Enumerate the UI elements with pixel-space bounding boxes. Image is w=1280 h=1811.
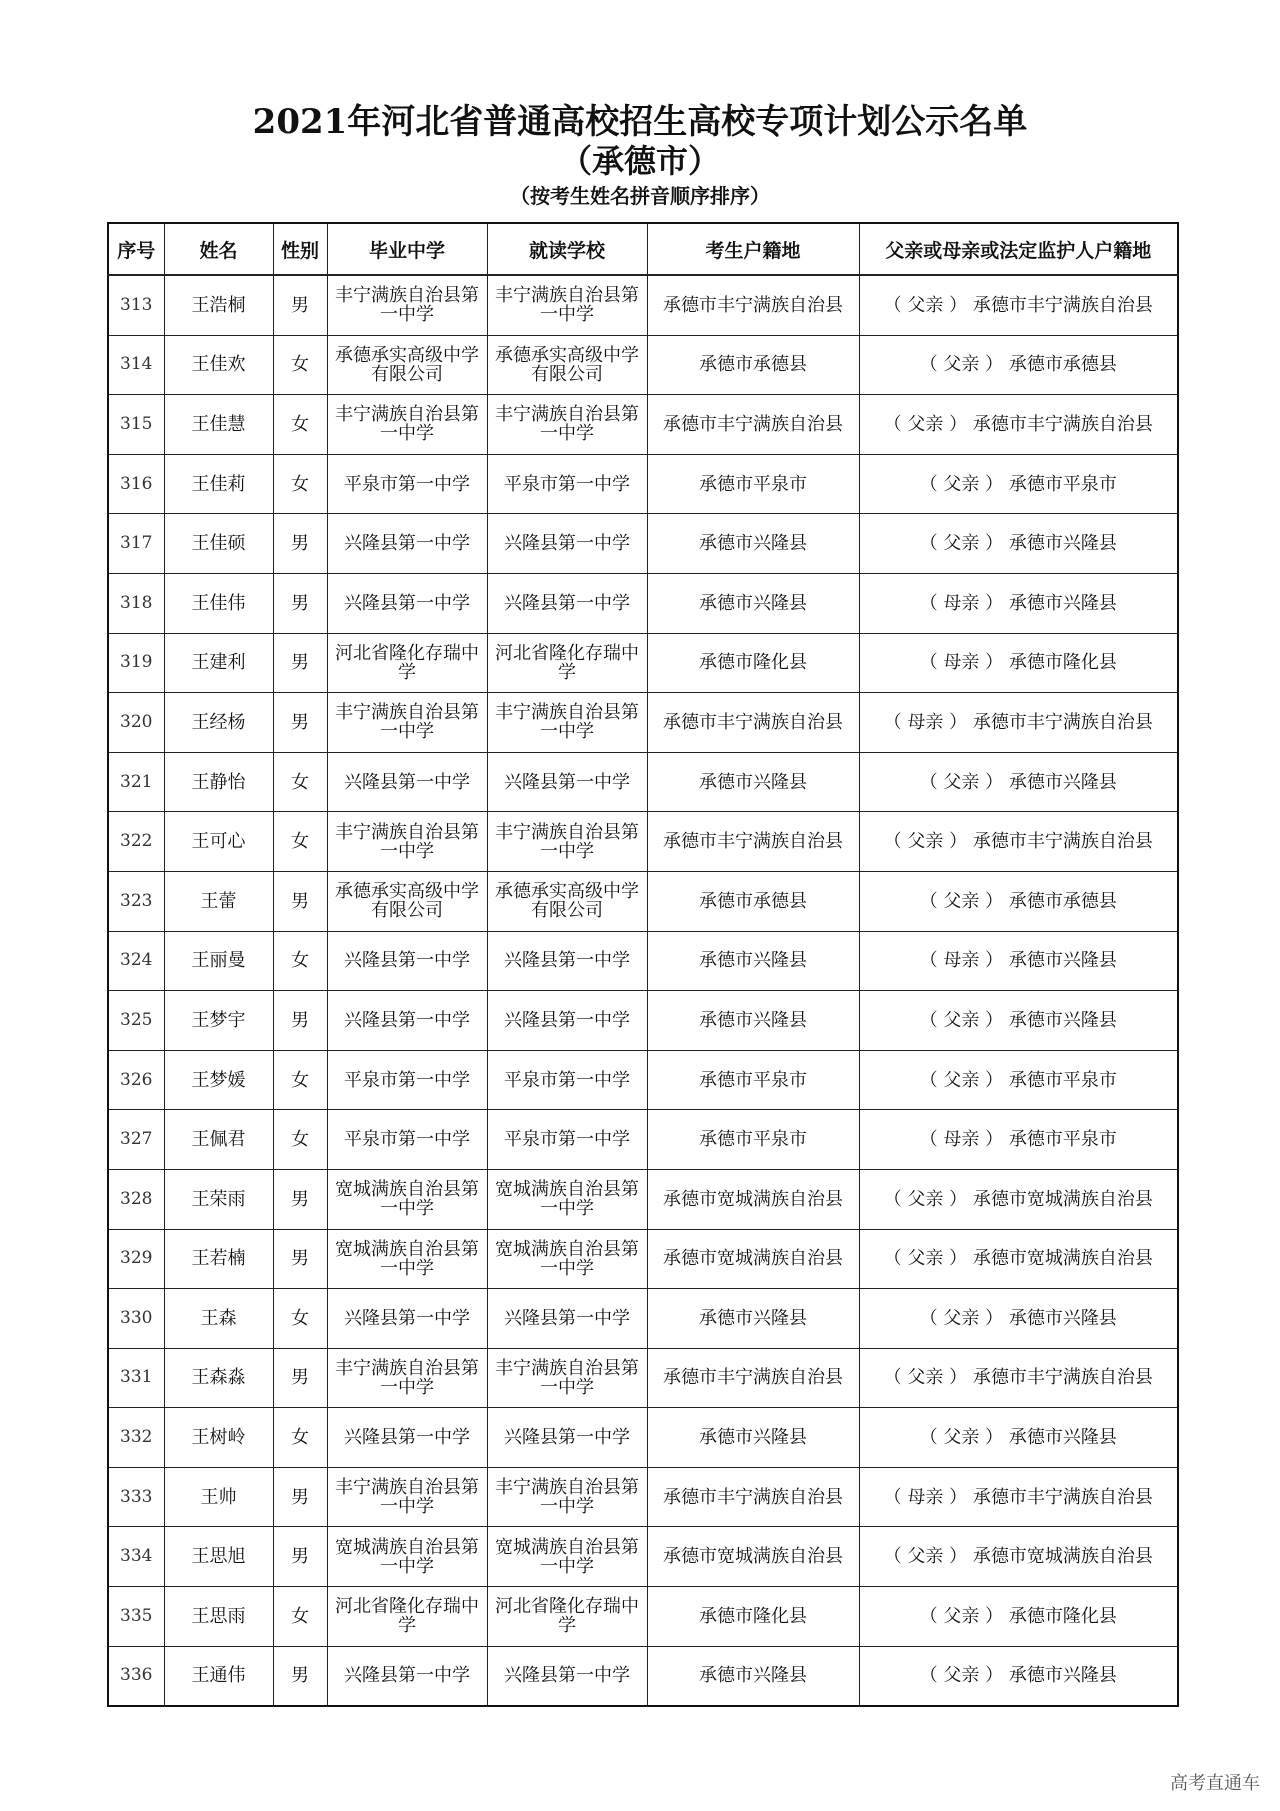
cell-serial: 314 — [108, 335, 164, 395]
cell-gender: 男 — [273, 1467, 327, 1527]
cell-serial: 324 — [108, 931, 164, 991]
table-row — [108, 275, 1178, 335]
cell-serial: 328 — [108, 1169, 164, 1229]
cell-current-school: 兴隆县第一中学 — [487, 1646, 647, 1706]
cell-guardian-residence: （ 父亲 ） 承德市承德县 — [859, 335, 1178, 395]
table-row — [108, 1110, 1178, 1170]
cell-current-school: 平泉市第一中学 — [487, 1110, 647, 1170]
cell-student-residence: 承德市平泉市 — [647, 454, 859, 514]
cell-guardian-residence: （ 父亲 ） 承德市兴隆县 — [859, 1646, 1178, 1706]
cell-current-school: 宽城满族自治县第一中学 — [487, 1169, 647, 1229]
cell-student-residence: 承德市丰宁满族自治县 — [647, 1467, 859, 1527]
table-row — [108, 573, 1178, 633]
cell-student-residence: 承德市丰宁满族自治县 — [647, 395, 859, 455]
cell-name: 王建利 — [164, 633, 273, 693]
cell-current-school: 丰宁满族自治县第一中学 — [487, 693, 647, 753]
document-title: 2021年河北省普通高校招生高校专项计划公示名单 — [252, 102, 1028, 142]
cell-student-residence: 承德市丰宁满族自治县 — [647, 1348, 859, 1408]
cell-current-school: 承德承实高级中学有限公司 — [487, 335, 647, 395]
cell-serial: 317 — [108, 514, 164, 574]
cell-serial: 321 — [108, 752, 164, 812]
table-header-row — [108, 223, 1178, 275]
cell-name: 王经杨 — [164, 693, 273, 753]
cell-gender: 女 — [273, 1587, 327, 1647]
table-row — [108, 1467, 1178, 1527]
cell-graduating-school: 河北省隆化存瑞中学 — [327, 1587, 487, 1647]
cell-current-school: 平泉市第一中学 — [487, 1050, 647, 1110]
cell-graduating-school: 丰宁满族自治县第一中学 — [327, 693, 487, 753]
cell-graduating-school: 丰宁满族自治县第一中学 — [327, 275, 487, 335]
cell-current-school: 兴隆县第一中学 — [487, 1408, 647, 1468]
cell-graduating-school: 兴隆县第一中学 — [327, 573, 487, 633]
cell-student-residence: 承德市承德县 — [647, 335, 859, 395]
cell-student-residence: 承德市兴隆县 — [647, 752, 859, 812]
cell-graduating-school: 宽城满族自治县第一中学 — [327, 1169, 487, 1229]
cell-guardian-residence: （ 父亲 ） 承德市丰宁满族自治县 — [859, 812, 1178, 872]
cell-graduating-school: 兴隆县第一中学 — [327, 514, 487, 574]
cell-name: 王佳慧 — [164, 395, 273, 455]
cell-gender: 女 — [273, 335, 327, 395]
table-row — [108, 1229, 1178, 1289]
cell-graduating-school: 丰宁满族自治县第一中学 — [327, 395, 487, 455]
cell-guardian-residence: （ 父亲 ） 承德市兴隆县 — [859, 1408, 1178, 1468]
cell-graduating-school: 宽城满族自治县第一中学 — [327, 1527, 487, 1587]
cell-serial: 329 — [108, 1229, 164, 1289]
cell-gender: 女 — [273, 1050, 327, 1110]
cell-name: 王浩桐 — [164, 275, 273, 335]
cell-gender: 女 — [273, 1289, 327, 1349]
cell-graduating-school: 兴隆县第一中学 — [327, 1408, 487, 1468]
cell-guardian-residence: （ 母亲 ） 承德市丰宁满族自治县 — [859, 1467, 1178, 1527]
cell-guardian-residence: （ 父亲 ） 承德市丰宁满族自治县 — [859, 1348, 1178, 1408]
cell-name: 王佩君 — [164, 1110, 273, 1170]
cell-gender: 男 — [273, 693, 327, 753]
cell-current-school: 河北省隆化存瑞中学 — [487, 633, 647, 693]
cell-current-school: 兴隆县第一中学 — [487, 752, 647, 812]
cell-current-school: 丰宁满族自治县第一中学 — [487, 395, 647, 455]
cell-student-residence: 承德市宽城满族自治县 — [647, 1229, 859, 1289]
cell-gender: 男 — [273, 514, 327, 574]
table-row — [108, 991, 1178, 1051]
table-row — [108, 514, 1178, 574]
cell-name: 王佳硕 — [164, 514, 273, 574]
cell-gender: 女 — [273, 1110, 327, 1170]
column-header-current-school: 就读学校 — [487, 223, 647, 275]
cell-student-residence: 承德市承德县 — [647, 871, 859, 931]
cell-serial: 320 — [108, 693, 164, 753]
table-row — [108, 1527, 1178, 1587]
cell-graduating-school: 兴隆县第一中学 — [327, 1646, 487, 1706]
cell-graduating-school: 丰宁满族自治县第一中学 — [327, 812, 487, 872]
table-row — [108, 693, 1178, 753]
cell-serial: 336 — [108, 1646, 164, 1706]
cell-gender: 男 — [273, 633, 327, 693]
cell-serial: 326 — [108, 1050, 164, 1110]
cell-name: 王丽曼 — [164, 931, 273, 991]
column-header-graduating-school: 毕业中学 — [327, 223, 487, 275]
table-row — [108, 812, 1178, 872]
cell-student-residence: 承德市兴隆县 — [647, 1646, 859, 1706]
column-header-serial: 序号 — [108, 223, 164, 275]
table-row — [108, 454, 1178, 514]
cell-serial: 315 — [108, 395, 164, 455]
cell-guardian-residence: （ 母亲 ） 承德市兴隆县 — [859, 931, 1178, 991]
cell-serial: 327 — [108, 1110, 164, 1170]
cell-guardian-residence: （ 父亲 ） 承德市兴隆县 — [859, 1289, 1178, 1349]
cell-serial: 319 — [108, 633, 164, 693]
cell-current-school: 丰宁满族自治县第一中学 — [487, 1467, 647, 1527]
cell-current-school: 丰宁满族自治县第一中学 — [487, 275, 647, 335]
cell-name: 王佳伟 — [164, 573, 273, 633]
cell-current-school: 承德承实高级中学有限公司 — [487, 871, 647, 931]
cell-gender: 男 — [273, 573, 327, 633]
cell-guardian-residence: （ 父亲 ） 承德市宽城满族自治县 — [859, 1527, 1178, 1587]
cell-graduating-school: 兴隆县第一中学 — [327, 991, 487, 1051]
cell-name: 王若楠 — [164, 1229, 273, 1289]
cell-serial: 331 — [108, 1348, 164, 1408]
cell-current-school: 河北省隆化存瑞中学 — [487, 1587, 647, 1647]
cell-student-residence: 承德市隆化县 — [647, 633, 859, 693]
cell-gender: 女 — [273, 931, 327, 991]
cell-student-residence: 承德市兴隆县 — [647, 1289, 859, 1349]
cell-guardian-residence: （ 母亲 ） 承德市丰宁满族自治县 — [859, 693, 1178, 753]
cell-graduating-school: 丰宁满族自治县第一中学 — [327, 1467, 487, 1527]
table-row — [108, 1408, 1178, 1468]
cell-serial: 316 — [108, 454, 164, 514]
cell-name: 王佳欢 — [164, 335, 273, 395]
cell-serial: 330 — [108, 1289, 164, 1349]
cell-serial: 313 — [108, 275, 164, 335]
cell-guardian-residence: （ 母亲 ） 承德市隆化县 — [859, 633, 1178, 693]
cell-name: 王佳莉 — [164, 454, 273, 514]
cell-guardian-residence: （ 父亲 ） 承德市丰宁满族自治县 — [859, 395, 1178, 455]
cell-student-residence: 承德市兴隆县 — [647, 573, 859, 633]
cell-guardian-residence: （ 父亲 ） 承德市兴隆县 — [859, 991, 1178, 1051]
cell-gender: 女 — [273, 752, 327, 812]
cell-serial: 333 — [108, 1467, 164, 1527]
cell-name: 王帅 — [164, 1467, 273, 1527]
cell-graduating-school: 承德承实高级中学有限公司 — [327, 871, 487, 931]
cell-gender: 男 — [273, 1646, 327, 1706]
table-row — [108, 335, 1178, 395]
cell-student-residence: 承德市丰宁满族自治县 — [647, 275, 859, 335]
cell-graduating-school: 兴隆县第一中学 — [327, 1289, 487, 1349]
cell-guardian-residence: （ 父亲 ） 承德市丰宁满族自治县 — [859, 275, 1178, 335]
document-subtitle: （承德市） — [559, 142, 720, 180]
cell-student-residence: 承德市平泉市 — [647, 1050, 859, 1110]
table-row — [108, 633, 1178, 693]
cell-current-school: 兴隆县第一中学 — [487, 573, 647, 633]
cell-serial: 335 — [108, 1587, 164, 1647]
table-body — [108, 275, 1178, 1706]
cell-student-residence: 承德市隆化县 — [647, 1587, 859, 1647]
cell-current-school: 宽城满族自治县第一中学 — [487, 1229, 647, 1289]
table-row — [108, 1289, 1178, 1349]
cell-guardian-residence: （ 父亲 ） 承德市兴隆县 — [859, 752, 1178, 812]
cell-name: 王通伟 — [164, 1646, 273, 1706]
cell-name: 王思旭 — [164, 1527, 273, 1587]
table-row — [108, 1646, 1178, 1706]
cell-guardian-residence: （ 父亲 ） 承德市平泉市 — [859, 1050, 1178, 1110]
cell-graduating-school: 丰宁满族自治县第一中学 — [327, 1348, 487, 1408]
cell-serial: 325 — [108, 991, 164, 1051]
cell-graduating-school: 平泉市第一中学 — [327, 454, 487, 514]
cell-graduating-school: 河北省隆化存瑞中学 — [327, 633, 487, 693]
cell-guardian-residence: （ 父亲 ） 承德市平泉市 — [859, 454, 1178, 514]
cell-guardian-residence: （ 父亲 ） 承德市宽城满族自治县 — [859, 1169, 1178, 1229]
cell-graduating-school: 承德承实高级中学有限公司 — [327, 335, 487, 395]
cell-student-residence: 承德市丰宁满族自治县 — [647, 693, 859, 753]
column-header-guardian-residence: 父亲或母亲或法定监护人户籍地 — [859, 223, 1178, 275]
table-row — [108, 752, 1178, 812]
cell-serial: 323 — [108, 871, 164, 931]
table-row — [108, 1587, 1178, 1647]
cell-gender: 女 — [273, 812, 327, 872]
cell-guardian-residence: （ 父亲 ） 承德市兴隆县 — [859, 514, 1178, 574]
cell-current-school: 丰宁满族自治县第一中学 — [487, 812, 647, 872]
cell-guardian-residence: （ 母亲 ） 承德市平泉市 — [859, 1110, 1178, 1170]
cell-serial: 318 — [108, 573, 164, 633]
table-row — [108, 871, 1178, 931]
cell-gender: 男 — [273, 1229, 327, 1289]
cell-student-residence: 承德市宽城满族自治县 — [647, 1527, 859, 1587]
cell-graduating-school: 平泉市第一中学 — [327, 1050, 487, 1110]
cell-serial: 332 — [108, 1408, 164, 1468]
cell-student-residence: 承德市兴隆县 — [647, 514, 859, 574]
cell-gender: 男 — [273, 1527, 327, 1587]
cell-gender: 男 — [273, 1169, 327, 1229]
cell-student-residence: 承德市兴隆县 — [647, 991, 859, 1051]
cell-name: 王树岭 — [164, 1408, 273, 1468]
cell-gender: 女 — [273, 1408, 327, 1468]
cell-current-school: 兴隆县第一中学 — [487, 931, 647, 991]
cell-name: 王梦宇 — [164, 991, 273, 1051]
cell-serial: 334 — [108, 1527, 164, 1587]
cell-graduating-school: 兴隆县第一中学 — [327, 752, 487, 812]
cell-gender: 男 — [273, 275, 327, 335]
cell-gender: 男 — [273, 871, 327, 931]
cell-name: 王静怡 — [164, 752, 273, 812]
cell-gender: 女 — [273, 454, 327, 514]
cell-name: 王森 — [164, 1289, 273, 1349]
table-row — [108, 931, 1178, 991]
cell-student-residence: 承德市丰宁满族自治县 — [647, 812, 859, 872]
cell-gender: 女 — [273, 395, 327, 455]
cell-current-school: 兴隆县第一中学 — [487, 514, 647, 574]
cell-current-school: 丰宁满族自治县第一中学 — [487, 1348, 647, 1408]
cell-student-residence: 承德市宽城满族自治县 — [647, 1169, 859, 1229]
cell-name: 王蕾 — [164, 871, 273, 931]
sort-note: （按考生姓名拼音顺序排序） — [510, 184, 770, 208]
watermark-text: 高考直通车 — [1170, 1773, 1260, 1794]
cell-student-residence: 承德市兴隆县 — [647, 1408, 859, 1468]
cell-current-school: 兴隆县第一中学 — [487, 1289, 647, 1349]
cell-graduating-school: 兴隆县第一中学 — [327, 931, 487, 991]
table-row — [108, 395, 1178, 455]
cell-gender: 男 — [273, 1348, 327, 1408]
cell-name: 王森淼 — [164, 1348, 273, 1408]
cell-guardian-residence: （ 父亲 ） 承德市承德县 — [859, 871, 1178, 931]
cell-current-school: 平泉市第一中学 — [487, 454, 647, 514]
cell-guardian-residence: （ 父亲 ） 承德市隆化县 — [859, 1587, 1178, 1647]
roster-table — [107, 222, 1179, 1707]
cell-current-school: 兴隆县第一中学 — [487, 991, 647, 1051]
column-header-student-residence: 考生户籍地 — [647, 223, 859, 275]
table-row — [108, 1050, 1178, 1110]
cell-graduating-school: 平泉市第一中学 — [327, 1110, 487, 1170]
cell-graduating-school: 宽城满族自治县第一中学 — [327, 1229, 487, 1289]
cell-name: 王梦媛 — [164, 1050, 273, 1110]
cell-name: 王可心 — [164, 812, 273, 872]
cell-serial: 322 — [108, 812, 164, 872]
cell-name: 王思雨 — [164, 1587, 273, 1647]
cell-student-residence: 承德市平泉市 — [647, 1110, 859, 1170]
cell-name: 王荣雨 — [164, 1169, 273, 1229]
table-row — [108, 1169, 1178, 1229]
cell-current-school: 宽城满族自治县第一中学 — [487, 1527, 647, 1587]
cell-guardian-residence: （ 父亲 ） 承德市宽城满族自治县 — [859, 1229, 1178, 1289]
cell-gender: 男 — [273, 991, 327, 1051]
column-header-gender: 性别 — [273, 223, 327, 275]
cell-guardian-residence: （ 母亲 ） 承德市兴隆县 — [859, 573, 1178, 633]
column-header-name: 姓名 — [164, 223, 273, 275]
cell-student-residence: 承德市兴隆县 — [647, 931, 859, 991]
table-row — [108, 1348, 1178, 1408]
